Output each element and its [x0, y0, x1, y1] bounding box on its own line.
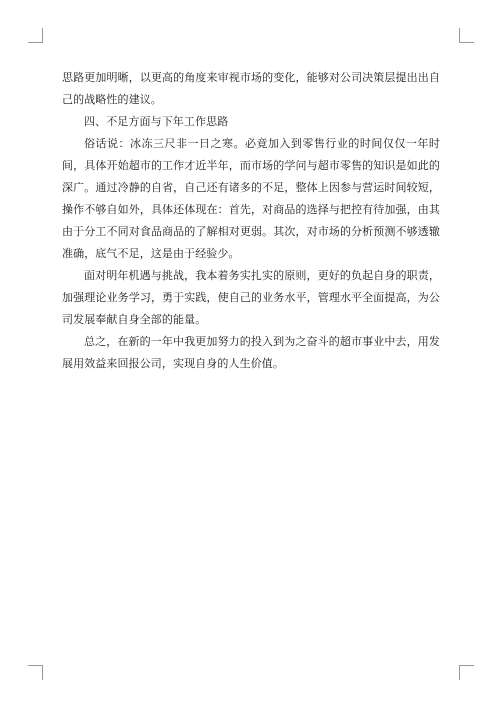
section-heading: 四、不足方面与下年工作思路 — [84, 115, 229, 128]
bottom-left-crop-mark — [28, 665, 43, 680]
top-right-crop-mark — [459, 28, 474, 43]
top-left-crop-mark — [28, 28, 43, 43]
bottom-right-crop-mark — [459, 665, 474, 680]
paragraph-next-year: 面对明年机遇与挑战，我本着务实扎实的原则，更好的负起自身的职责，加强理论业务学习，勇于实践，使自己的业务水平，管理水平全面提高，为公司发展奉献自身全部的能量。 — [62, 269, 440, 326]
paragraph-shortcomings: 俗话说：冰冻三尺非一日之寒。必竟加入到零售行业的时间仅仅一年时间，具体开始超市的工作才近半年，而市场的学问与超市零售的知识是如此的深广。通过冷静的自省，自己还有诸多的不足，整体上因参与营运时间较短，操作不够自如外，具体还体现在：首先，对商品的选择与把控有待加强，由其由于分工不同对食品商品的了解相对更弱。其次，对市场的分析预测不够透辙准确，底气不足，这是由于经验少。 — [62, 137, 440, 260]
paragraph-continuation: 思路更加明晰，以更高的角度来审视市场的变化，能够对公司决策层提出出自己的战略性的建议。 — [62, 71, 440, 106]
document-body — [62, 67, 440, 375]
paragraph-conclusion: 总之，在新的一年中我更加努力的投入到为之奋斗的超市事业中去，用发展用效益来回报公司，实现自身的人生价值。 — [62, 335, 440, 370]
